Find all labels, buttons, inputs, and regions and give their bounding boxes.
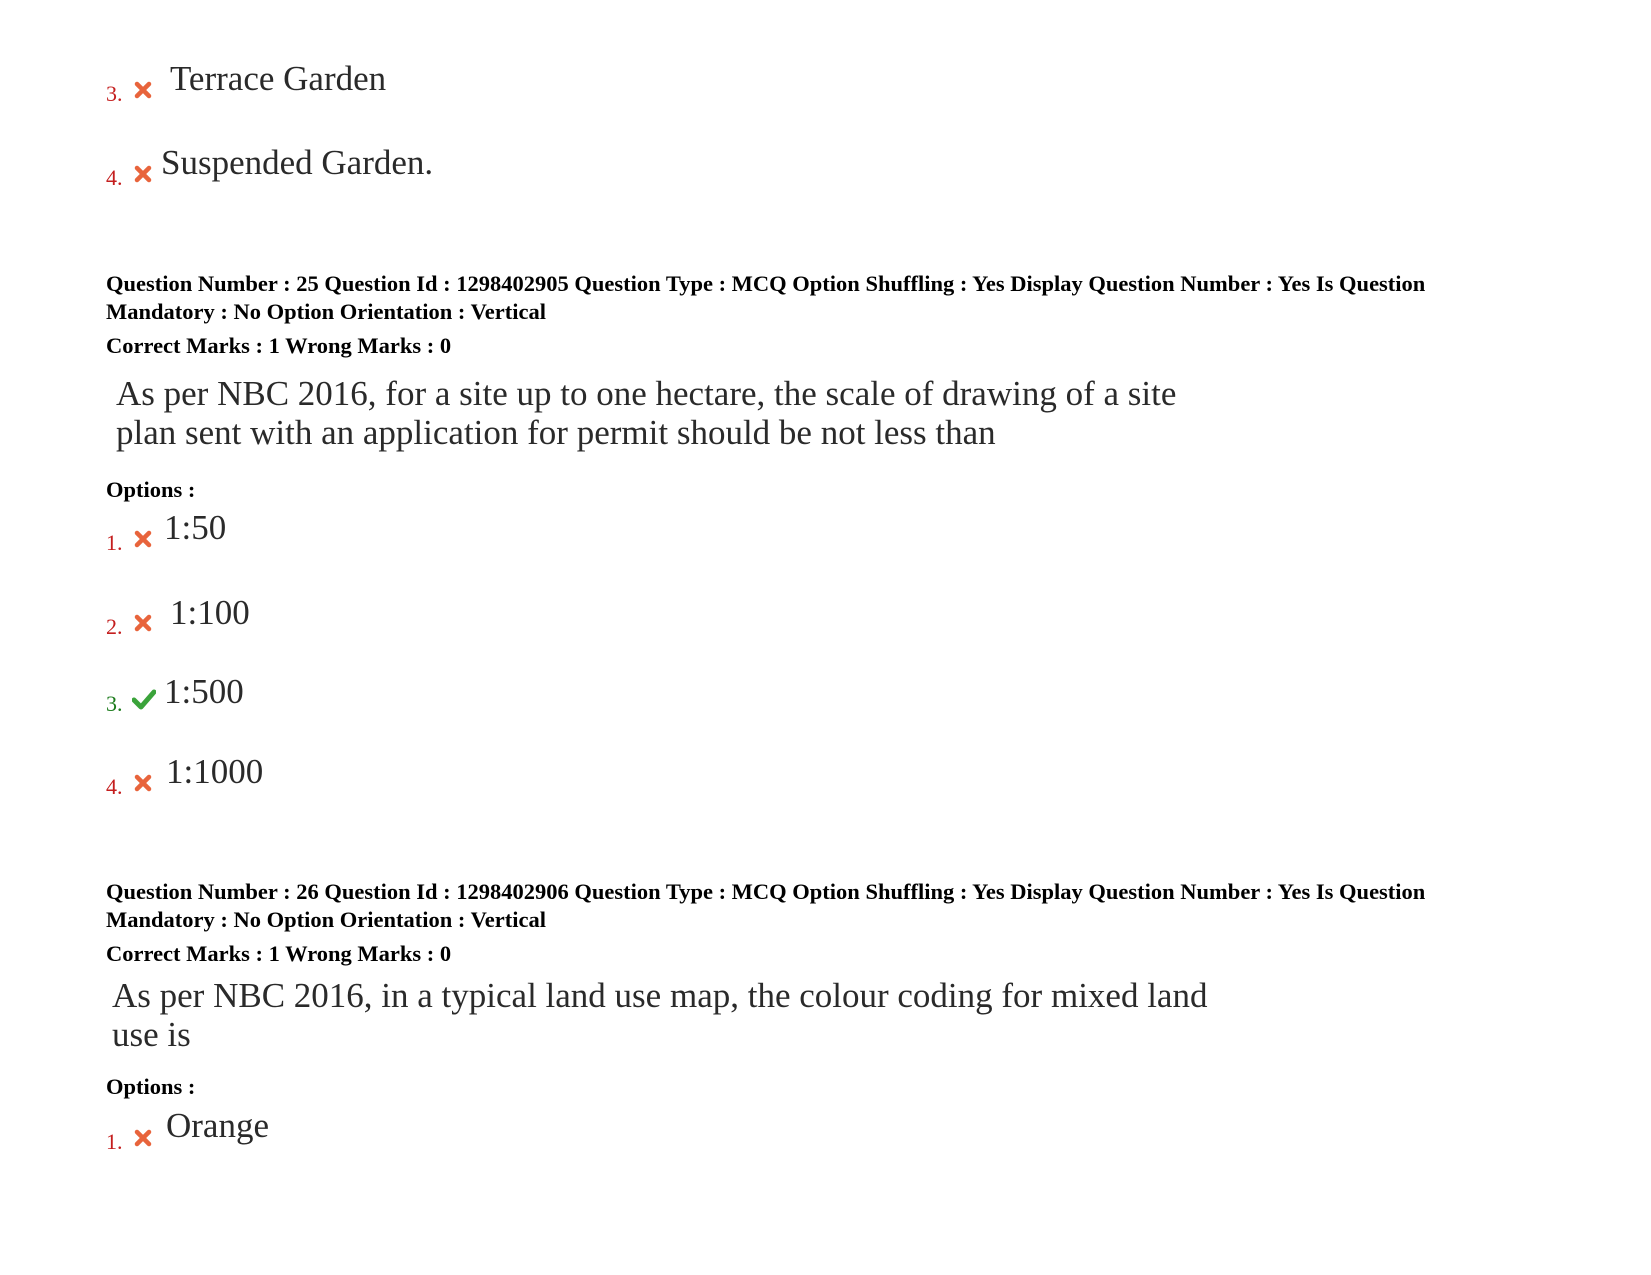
cross-icon	[133, 613, 153, 633]
option-number: 3.	[106, 691, 123, 716]
question-text-line-2: use is	[112, 1015, 191, 1054]
question-meta: Question Number : 25 Question Id : 1298402905 Question Type : MCQ Option Shuffling : Yes Display Question Number : Yes Is Question Mandatory : No Option Orientation : Vertical	[106, 271, 1426, 324]
cross-icon	[133, 80, 153, 100]
cross-icon	[133, 164, 153, 184]
cross-icon	[133, 1128, 153, 1148]
question-text-line-1: As per NBC 2016, for a site up to one hectare, the scale of drawing of a site	[116, 374, 1177, 413]
question-marks: Correct Marks : 1 Wrong Marks : 0	[106, 941, 452, 966]
question-meta: Question Number : 26 Question Id : 1298402906 Question Type : MCQ Option Shuffling : Yes Display Question Number : Yes Is Question Mandatory : No Option Orientation : Vertical	[106, 879, 1426, 932]
option-number: 4.	[106, 774, 123, 799]
options-label: Options :	[106, 477, 196, 502]
option-text: Suspended Garden.	[161, 143, 434, 182]
option-text: 1:1000	[166, 752, 264, 791]
question-marks: Correct Marks : 1 Wrong Marks : 0	[106, 333, 452, 358]
option-text: 1:50	[164, 508, 227, 547]
check-icon	[132, 688, 156, 710]
option-number: 1.	[106, 530, 123, 555]
option-number: 2.	[106, 614, 123, 639]
cross-icon	[133, 529, 153, 549]
question-text-line-2: plan sent with an application for permit should be not less than	[116, 413, 996, 452]
option-number: 4.	[106, 165, 123, 190]
option-text: Orange	[166, 1106, 270, 1145]
option-number: 1.	[106, 1129, 123, 1154]
option-text: Terrace Garden	[170, 59, 387, 98]
question-text-line-1: As per NBC 2016, in a typical land use map, the colour coding for mixed land	[112, 976, 1208, 1015]
option-number: 3.	[106, 81, 123, 106]
option-text: 1:500	[164, 672, 244, 711]
options-label: Options :	[106, 1074, 196, 1099]
cross-icon	[133, 773, 153, 793]
option-text: 1:100	[170, 593, 250, 632]
